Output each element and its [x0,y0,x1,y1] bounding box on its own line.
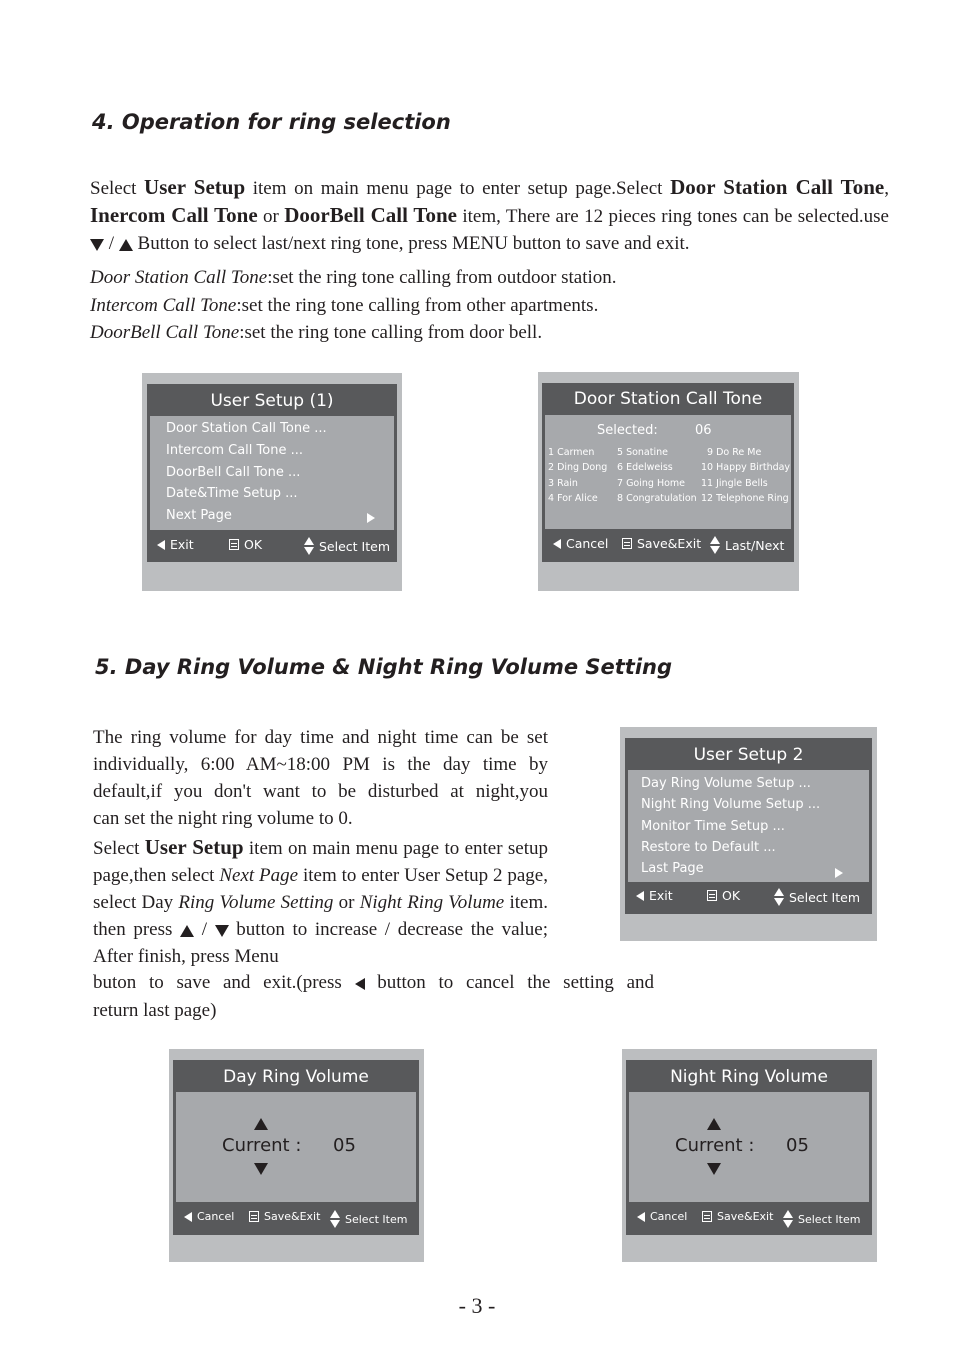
night-ring-volume-screen [622,1049,877,1262]
screen-title: Door Station Call Tone [573,389,763,409]
day-ring-volume-screen [169,1049,424,1262]
menu-icon [707,890,717,901]
user-setup-2-screen [620,727,877,941]
up-arrow-icon [180,925,194,937]
current-value: 05 [333,1135,356,1156]
tone-option[interactable]: 4 For Alice [548,493,598,504]
select-item-button[interactable]: Select Item [330,1210,407,1228]
left-arrow-icon [184,1212,192,1222]
tone-option[interactable]: 1 Carmen [548,447,595,458]
tone-option[interactable]: 2 Ding Dong [548,462,608,473]
tone-option[interactable]: 11 Jingle Bells [701,478,768,489]
down-arrow-icon [90,239,104,251]
left-arrow-icon [355,978,365,990]
exit-button[interactable]: Exit [636,888,673,903]
menu-icon [622,538,632,549]
menu-item-date-time-setup[interactable]: Date&Time Setup ... [166,486,298,501]
select-item-button[interactable]: Select Item [783,1210,860,1228]
door-station-call-tone-screen [538,372,799,591]
cancel-button[interactable]: Cancel [637,1210,687,1223]
tone-option[interactable]: 5 Sonatine [617,447,668,458]
save-exit-button[interactable]: Save&Exit [622,536,701,551]
menu-item-next-page[interactable]: Next Page [166,508,232,523]
save-exit-button[interactable]: Save&Exit [249,1210,320,1223]
down-arrow-icon [215,925,229,937]
screen-title: User Setup 2 [693,745,804,765]
increase-arrow-icon[interactable] [707,1118,721,1130]
up-down-arrow-icon [774,888,784,906]
select-item-button[interactable]: Select Item [304,537,390,555]
tone-option[interactable]: 12 Telephone Ring [701,493,789,504]
section-5-intro: The ring volume for day time and night time can be set individually, 6:00 AM~18:00 PM is the day time by default,if you don't want to be disturbed at night,you can set the night ring volume to 0. [93,727,548,829]
decrease-arrow-icon[interactable] [254,1163,268,1175]
tone-option[interactable]: 6 Edelweiss [617,462,673,473]
definition-doorbell: DoorBell Call Tone:set the ring tone calling from door bell. [90,322,543,343]
menu-item-day-ring-volume[interactable]: Day Ring Volume Setup ... [641,776,811,791]
menu-icon [249,1211,259,1222]
last-page-arrow-icon [835,868,843,878]
save-exit-button[interactable]: Save&Exit [702,1210,773,1223]
tone-option[interactable]: 7 Going Home [617,478,686,489]
menu-item-door-station-call-tone[interactable]: Door Station Call Tone ... [166,421,327,436]
tone-option[interactable]: 3 Rain [548,478,578,489]
up-down-arrow-icon [304,537,314,555]
decrease-arrow-icon[interactable] [707,1163,721,1175]
section-5-heading: 5. Day Ring Volume & Night Ring Volume Setting [95,655,673,679]
last-next-button[interactable]: Last/Next [710,536,784,554]
up-arrow-icon [119,239,133,251]
ok-button[interactable]: OK [229,537,262,552]
cancel-button[interactable]: Cancel [184,1210,234,1223]
menu-item-doorbell-call-tone[interactable]: DoorBell Call Tone ... [166,465,301,480]
up-down-arrow-icon [783,1210,793,1228]
left-arrow-icon [157,540,165,550]
section-4-heading: 4. Operation for ring selection [92,110,451,134]
left-arrow-icon [637,1212,645,1222]
menu-item-restore-default[interactable]: Restore to Default ... [641,840,776,855]
menu-item-night-ring-volume[interactable]: Night Ring Volume Setup ... [641,797,821,812]
tone-option[interactable]: 8 Congratulation [617,493,697,504]
current-value: 05 [786,1135,809,1156]
ok-button[interactable]: OK [707,888,740,903]
menu-item-last-page[interactable]: Last Page [641,861,704,876]
definition-intercom: Intercom Call Tone:set the ring tone calling from other apartments. [90,294,599,316]
section-4-intro: Select User Setup item on main menu page to enter setup page.Select Door Station Call Tone, Inercom Call Tone or DoorBell Call Tone item, There are 12 pieces ring tones can be selected.use / Button to select last/next ring tone, press MENU button to save and exit. [90,175,889,254]
menu-item-intercom-call-tone[interactable]: Intercom Call Tone ... [166,443,303,458]
left-arrow-icon [636,891,644,901]
section-5-instructions: Select User Setup item on main menu page to enter setup page,then select Next Page item to enter User Setup 2 page, select Day Ring Volume Setting or Night Ring Volume item. then press / button to increase / decrease the value; After finish, press Menu [93,835,549,967]
selected-label: Selected: [597,423,658,438]
menu-icon [702,1211,712,1222]
menu-item-monitor-time[interactable]: Monitor Time Setup ... [641,819,785,834]
current-label: Current : [675,1135,755,1156]
screen-title: Night Ring Volume [670,1067,828,1087]
increase-arrow-icon[interactable] [254,1118,268,1130]
cancel-button[interactable]: Cancel [553,536,608,551]
left-arrow-icon [553,539,561,549]
menu-icon [229,539,239,550]
selected-value: 06 [695,423,712,438]
next-page-arrow-icon [367,513,375,523]
ring-tone-definitions [90,264,617,347]
screen-title: User Setup (1) [210,391,334,411]
definition-door-station: Door Station Call Tone:set the ring tone calling from outdoor station. [90,267,617,288]
select-item-button[interactable]: Select Item [774,888,860,906]
up-down-arrow-icon [330,1210,340,1228]
tone-option[interactable]: 9 Do Re Me [707,447,762,458]
up-down-arrow-icon [710,536,720,554]
exit-button[interactable]: Exit [157,537,194,552]
section-5-closing: buton to save and exit.(press button to cancel the setting and return last page) [93,972,655,1021]
tone-option[interactable]: 10 Happy Birthday [701,462,791,473]
screen-title: Day Ring Volume [223,1067,369,1087]
user-setup-1-screen [142,373,402,591]
page-number: - 3 - [458,1293,496,1318]
current-label: Current : [222,1135,302,1156]
